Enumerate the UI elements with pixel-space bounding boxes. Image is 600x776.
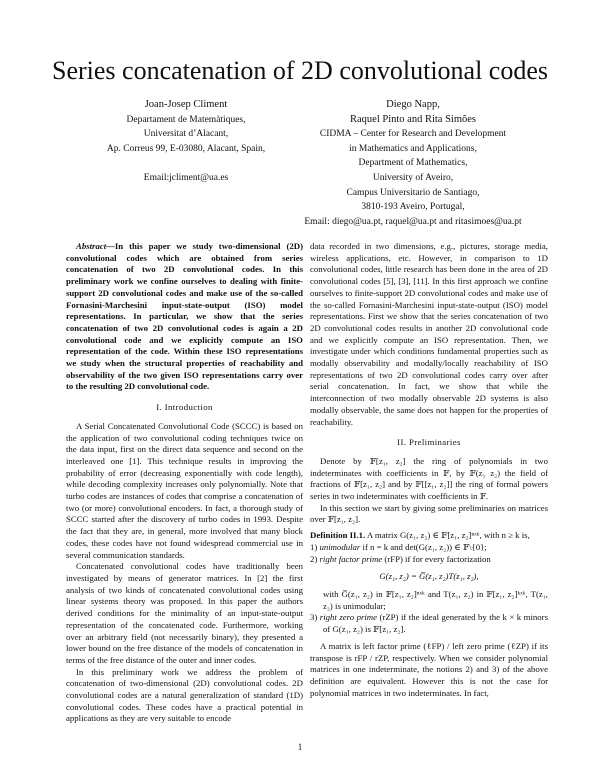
paragraph: In this section we start by giving some preliminaries on matrices over 𝔽[z₁, z₂].: [310, 502, 548, 525]
affiliation-line: Universitat d’Alacant,: [143, 129, 229, 140]
definition-label: Definition II.1.: [310, 530, 366, 541]
term: right zero prime: [319, 612, 377, 623]
definition-item: 2) right factor prime (rFP) if for every factorization: [310, 553, 491, 564]
author-name: Joan-Josep Climent: [144, 99, 228, 110]
author-name: Raquel Pinto and Rita Simões: [350, 113, 476, 125]
page-number: 1: [297, 742, 303, 752]
author-name: Diego Napp,: [386, 99, 440, 110]
section-heading: II. Preliminaries: [397, 437, 461, 448]
paper-title: Series concatenation of 2D convolutional codes: [51, 56, 549, 85]
term-text: if n = k and det(G(z₁, z₂)) ∈ 𝔽\{0};: [360, 541, 487, 552]
affiliation-line: Departament de Matemàtiques,: [126, 114, 246, 125]
affiliation-line: 3810-193 Aveiro, Portugal,: [361, 202, 465, 213]
affiliation-line: Campus Universitario de Santiago,: [346, 187, 480, 198]
section-heading: I. Introduction: [156, 402, 213, 413]
paragraph: A matrix is left factor prime (ℓFP) / left zero prime (ℓZP) if its transpose is rFP / rZP, respectively. When we consider polynomial matrices in one indeterminate, the notions 2) and 3) of the above definition are equivalent. However this is not the case for polynomial matrices in two indeterminates. In fact,: [310, 640, 548, 698]
term-text: (rFP) if for every factorization: [382, 553, 491, 564]
abstract-text: —In this paper we study two-dimensional (2D) convolutional codes which are obtained from series concatenation of two 2D convolutional codes. In this preliminary work we confine ourselves to dealing with finite-support 2D convolutional codes and make use of the so-called Fornasini-Marchesini input-state-output (ISO) model representations. In particular, we show that the series concatenation of two 2D convolutional codes is again a 2D convolutional code and we explicitly compute an ISO representation of the code. Within these ISO representations we study when the structural properties of reachability and observability of the two given ISO representations carry over to the resulting 2D convolutional code.: [66, 241, 303, 392]
paragraph: In this preliminary work we address the problem of concatenation of two-dimensional (2D) convolutional codes. 2D convolutional codes are a natural generalization of standard (1D) convolutional codes. These codes have a practical potential in applications as they are very suitable to encode: [66, 666, 303, 724]
affiliation-line: CIDMA – Center for Research and Development: [319, 129, 507, 140]
right-column: [310, 241, 548, 699]
left-column: [66, 241, 303, 725]
paragraph: Concatenated convolutional codes have traditionally been investigated by means of generator matrices. In [2] the first analysis of two kinds of concatenated convolutional codes using linear systems theory was proposed. In this paper the authors derived conditions for the minimality of an input-state-output representation of the concatenated code. Furthermore, working over an arbitrary field (not necessarily binary), they presented a lower bound on the free distance of the models of concatenation in terms of the free distance of the outer and inner codes.: [66, 561, 303, 665]
author-block-right: [268, 98, 558, 229]
abstract-label: Abstract: [76, 241, 107, 251]
definition: [310, 530, 548, 542]
abstract: [66, 241, 303, 393]
affiliation-line: Ap. Correus 99, E-03080, Alacant, Spain,: [106, 143, 266, 154]
paragraph: A Serial Concatenated Convolutional Code (SCCC) is based on the application of two convolutional coding techniques twice on the data input, first on the direct data sequence and second on the interleaved one [1]. This technique results in improving the probability of error (decreasing exponentially with code length), while decoding complexity increases only polynomially. Note that turbo codes are instances of codes that comprise a concatenation of two (or more) convolutional encoders. In fact, a thorough study of SCCC started after the discovery of turbo codes in 1993. Despite the fact that they are, in general, more involved that many block codes, these codes have not found widespread commercial use in several communication standards.: [66, 420, 303, 560]
author-email: Email: diego@ua.pt, raquel@ua.pt and ritasimoes@ua.pt: [304, 216, 522, 227]
affiliation-line: University of Aveiro,: [372, 172, 454, 183]
paragraph: Denote by 𝔽[z₁, z₂] the ring of polynomials in two indeterminates with coefficients in 𝔽, by 𝔽(z₁ z₂) the field of fractions of 𝔽[z₁, z₂] and by 𝔽[[z₁, z₂]] the ring of formal powers series in two indeterminates with coefficients in 𝔽.: [310, 455, 548, 502]
author-email: Email:jcliment@ua.es: [143, 172, 229, 183]
term: unimodular: [319, 541, 361, 552]
definition-item-continuation: with G̅(z₁, z₂) in 𝔽[z₁, z₂]ⁿˣᵏ and T(z₁, z₂) in 𝔽[z₁, z₂]ᵏˣᵏ, T(z₁, z₂) is unimodular;: [323, 588, 548, 611]
affiliation-line: Department of Mathematics,: [358, 158, 468, 169]
definition-item: 1) unimodular if n = k and det(G(z₁, z₂)) ∈ 𝔽\{0};: [310, 541, 487, 552]
affiliation-line: in Mathematics and Applications,: [349, 143, 477, 154]
term-text: (rZP) if the ideal generated by the k × k minors of G(z₁, z₂) is 𝔽[z₁, z₂].: [323, 612, 548, 635]
paragraph: data recorded in two dimensions, e.g., pictures, storage media, wireless applications, etc. However, in comparison to 1D convolutional codes, little research has been done in the area of 2D convolutional codes [5], [3], [11]. In this first approach we confine ourselves to finite-support 2D convolutional codes and make use of the so-called Fornasini-Marchesini input-state-output (ISO) model representations. First we show that the series concatenation of two 2D convolutional codes results in another 2D convolutional code and we explicitly compute an ISO representation. Then, we investigate under which conditions fundamental properties such as modally observability and modally/locally reachability of ISO representations of two 2D convolutional codes carry over after serial concatenation. In fact, we show that while the interconnection of two modally observable 2D systems is also modally observable, the same does not happen for the properties of reachability.: [310, 241, 548, 427]
definition-text: A matrix G(z₁, z₂) ∈ 𝔽[z₁, z₂]ⁿˣᵏ, with n ≥ k is,: [365, 530, 530, 541]
equation: G(z₁, z₂) = G̅(z₁, z₂)T(z₁, z₂),: [379, 571, 479, 582]
term: right factor prime: [319, 553, 383, 564]
definition-item: 3) right zero prime (rZP) if the ideal generated by the k × k minors of G(z₁, z₂) is 𝔽[z₁, z₂].: [310, 612, 548, 635]
